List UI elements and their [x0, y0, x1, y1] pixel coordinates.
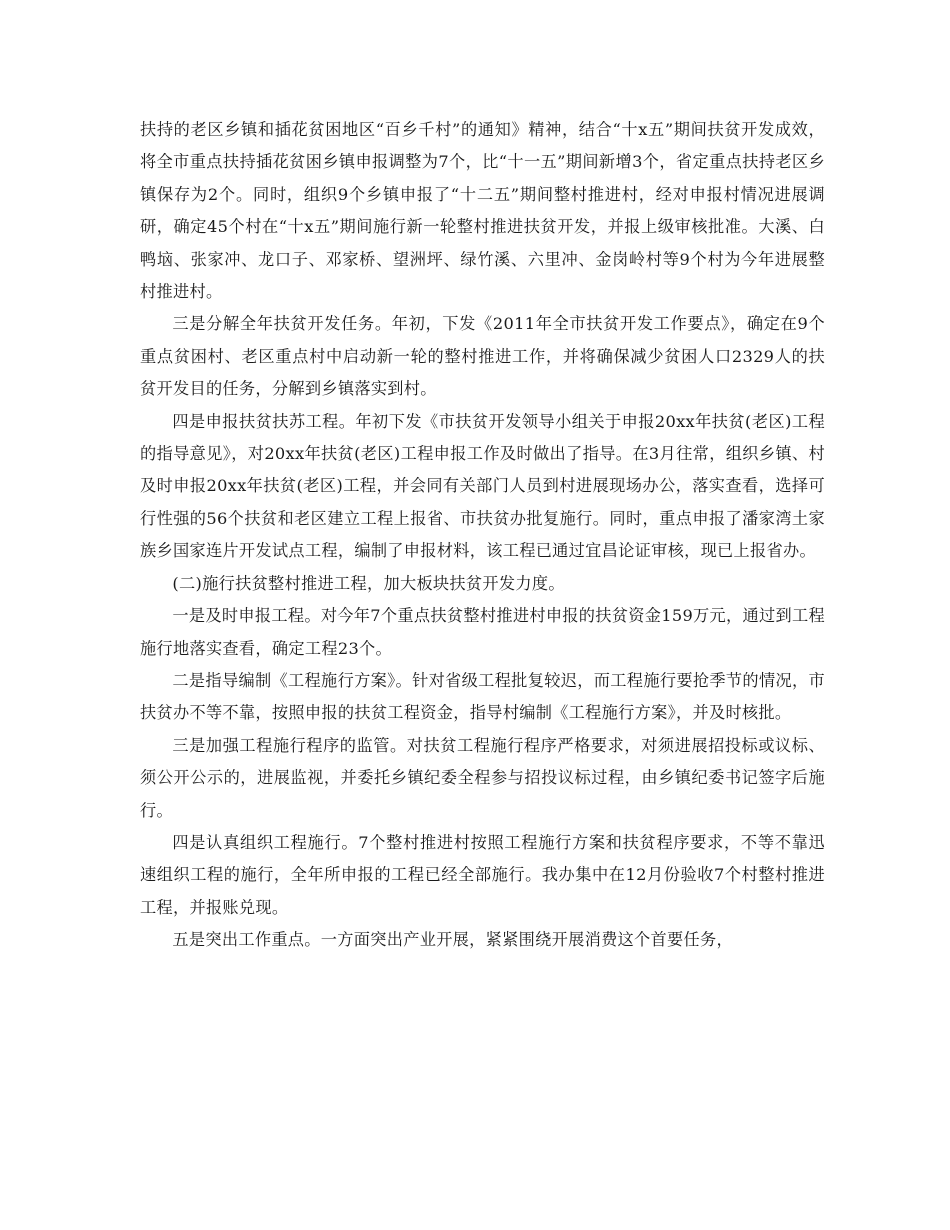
paragraph-1: 扶持的老区乡镇和插花贫困地区“百乡千村”的通知》精神，结合“十x五”期间扶贫开发成效，将全市重点扶持插花贫困乡镇申报调整为7个，比“十一五”期间新增3个，省定重点扶持老区乡镇保存为2个。同时，组织9个乡镇申报了“十二五”期间整村推进村，经对申报村情况进展调研，确定45个村在“十x五”期间施行新一轮整村推进扶贫开发，并报上级审核批准。大溪、白鸭垴、张家冲、龙口子、邓家桥、望洲坪、绿竹溪、六里冲、金岗岭村等9个村为今年进展整村推进村。 [140, 120, 825, 302]
paragraph-8: 四是认真组织工程施行。7个整村推进村按照工程施行方案和扶贫程序要求，不等不靠迅速组织工程的施行，全年所申报的工程已经全部施行。我办集中在12月份验收7个村整村推进工程，并报账兑现。 [140, 832, 825, 917]
paragraph-6: 二是指导编制《工程施行方案》。针对省级工程批复较迟，而工程施行要抢季节的情况，市扶贫办不等不靠，按照申报的扶贫工程资金，指导村编制《工程施行方案》，并及时核批。 [140, 670, 825, 723]
paragraph-5: 一是及时申报工程。对今年7个重点扶贫整村推进村申报的扶贫资金159万元，通过到工程施行地落实查看，确定工程23个。 [140, 606, 825, 658]
paragraph-9: 五是突出工作重点。一方面突出产业开展，紧紧围绕开展消费这个首要任务， [172, 930, 733, 950]
paragraph-4: (二)施行扶贫整村推进工程，加大板块扶贫开发力度。 [172, 573, 565, 593]
document-body [140, 114, 825, 957]
paragraph-2: 三是分解全年扶贫开发任务。年初，下发《2011年全市扶贫开发工作要点》，确定在9个重点贫困村、老区重点村中启动新一轮的整村推进工作，并将确保减少贫困人口2329人的扶贫开发目的任务，分解到乡镇落实到村。 [140, 314, 825, 399]
paragraph-3: 四是申报扶贫扶苏工程。年初下发《市扶贫开发领导小组关于申报20xx年扶贫(老区)工程的指导意见》，对20xx年扶贫(老区)工程申报工作及时做出了指导。在3月往常，组织乡镇、村及时申报20xx年扶贫(老区)工程，并会同有关部门人员到村进展现场办公，落实查看，选择可行性强的56个扶贫和老区建立工程上报省、市扶贫办批复施行。同时，重点申报了潘家湾土家族乡国家连片开发试点工程，编制了申报材料，该工程已通过宜昌论证审核，现已上报省办。 [140, 411, 825, 561]
paragraph-7: 三是加强工程施行程序的监管。对扶贫工程施行程序严格要求，对须进展招投标或议标、须公开公示的，进展监视，并委托乡镇纪委全程参与招投议标过程，由乡镇纪委书记签字后施行。 [140, 735, 825, 820]
